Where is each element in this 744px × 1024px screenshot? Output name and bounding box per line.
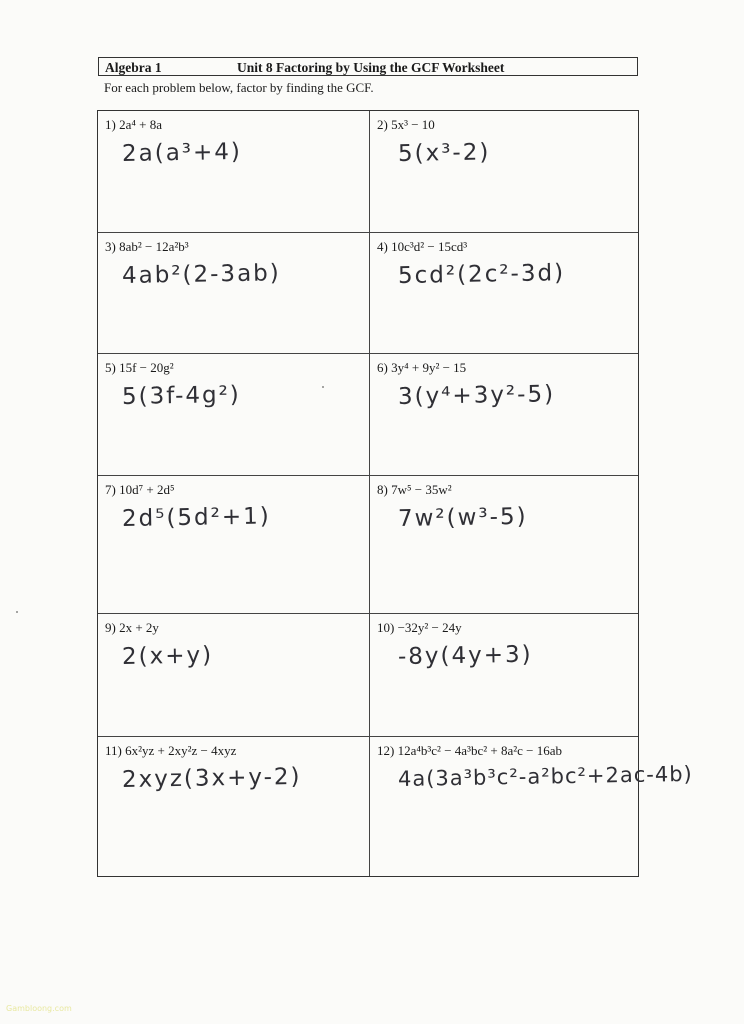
problem-cell-5 [98,354,370,476]
handwritten-answer: 2(x+y) [121,642,214,670]
problem-text: 5) 15f − 20g² [105,360,174,375]
problem-text: 10) −32y² − 24y [377,620,462,635]
instructions: For each problem below, factor by finding the GCF. [104,80,374,95]
handwritten-answer: 5(3f-4g²) [121,381,242,410]
problem-text: 8) 7w⁵ − 35w² [377,482,452,497]
problem-text: 6) 3y⁴ + 9y² − 15 [377,360,467,375]
problem-cell-3 [98,233,370,354]
problem-cell-8 [370,476,638,614]
problem-cell-10 [370,614,638,737]
watermark: Gambloong.com [6,1004,72,1013]
problem-text: 1) 2a⁴ + 8a [105,117,162,132]
worksheet-header [98,57,638,76]
problem-cell-4 [370,233,638,354]
problem-text: 12) 12a⁴b³c² − 4a³bc² + 8a²c − 16ab [377,743,562,758]
problem-cell-11 [98,737,370,876]
problem-cell-2 [370,111,638,233]
problem-cell-12 [370,737,693,876]
problem-grid [97,110,693,877]
worksheet-title: Unit 8 Factoring by Using the GCF Worksheet [237,60,505,75]
handwritten-answer: 2d⁵(5d²+1) [121,503,271,532]
problem-text: 4) 10c³d² − 15cd³ [377,239,468,254]
problem-text: 9) 2x + 2y [105,620,159,635]
handwritten-answer: 2a(a³+4) [121,138,243,167]
scan-speck [16,611,18,613]
problem-cell-9 [98,614,370,737]
problem-cell-1 [98,111,370,233]
handwritten-answer: 3(y⁴+3y²-5) [397,381,556,410]
problem-cell-7 [98,476,370,614]
scan-speck [322,386,324,388]
handwritten-answer: 7w²(w³-5) [397,503,528,532]
course-name: Algebra 1 [105,60,162,75]
handwritten-answer: 4a(3a³b³c²-a²bc²+2ac-4b) [397,761,693,791]
handwritten-answer: -8y(4y+3) [397,641,533,670]
problem-text: 2) 5x³ − 10 [377,117,435,132]
handwritten-answer: 4ab²(2-3ab) [121,260,281,289]
problem-text: 11) 6x²yz + 2xy²z − 4xyz [105,743,237,758]
handwritten-answer: 5(x³-2) [397,139,491,167]
problem-text: 7) 10d⁷ + 2d⁵ [105,482,175,497]
handwritten-answer: 5cd²(2c²-3d) [397,260,566,289]
problem-cell-6 [370,354,638,476]
problem-text: 3) 8ab² − 12a²b³ [105,239,189,254]
handwritten-answer: 2xyz(3x+y-2) [121,763,302,793]
